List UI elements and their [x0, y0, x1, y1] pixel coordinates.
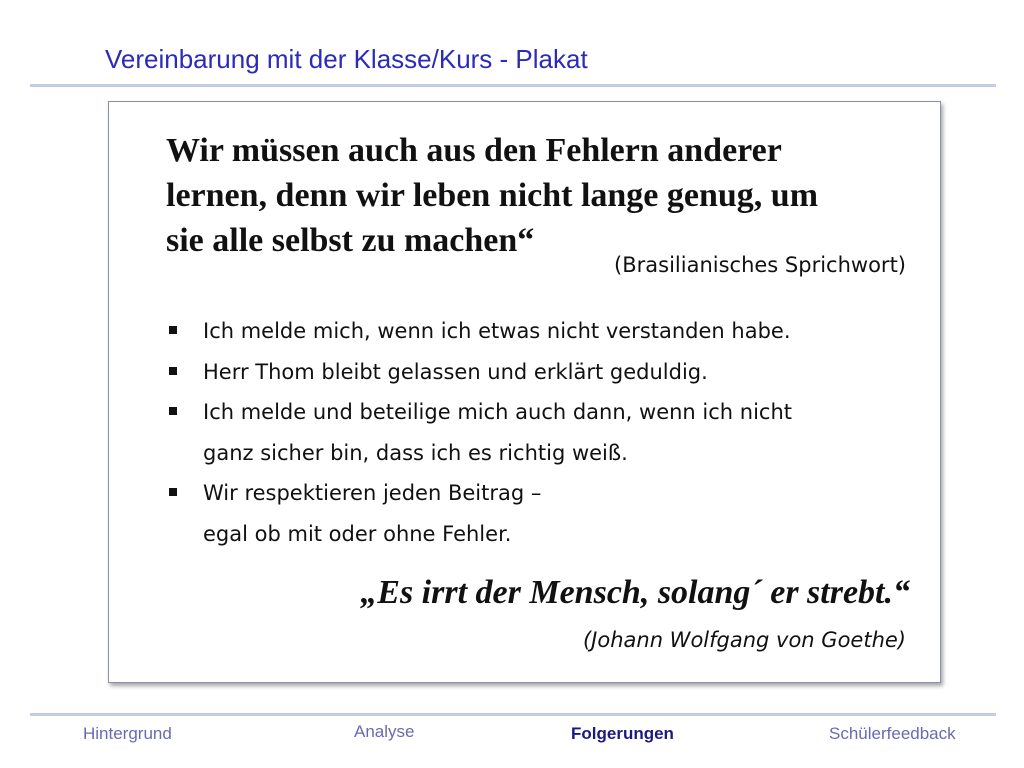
- bullet-marker-icon: [169, 488, 177, 496]
- bullet-marker-icon: [169, 367, 177, 375]
- bullet-marker-icon: [169, 407, 177, 415]
- rule-item: [165, 352, 925, 393]
- rule-item: [165, 311, 925, 352]
- nav-link-analyse[interactable]: Analyse: [354, 722, 415, 741]
- bullet-marker-icon: [169, 326, 177, 334]
- rule-text-line: Ich melde und beteilige mich auch dann, wenn ich nicht: [203, 400, 793, 424]
- nav-link-hintergrund[interactable]: Hintergrund: [83, 724, 172, 743]
- closing-quote: „Es irrt der Mensch, solang´ er strebt.“: [360, 574, 910, 611]
- poster-quote: [166, 128, 926, 263]
- rules-list: [165, 311, 925, 554]
- rule-text-line: Herr Thom bleibt gelassen und erklärt geduldig.: [203, 359, 708, 384]
- poster-quote-line: lernen, denn wir leben nicht lange genug, um: [166, 177, 819, 214]
- slide-title: Vereinbarung mit der Klasse/Kurs - Plakat: [105, 44, 588, 74]
- closing-quote-source: (Johann Wolfgang von Goethe): [582, 628, 906, 652]
- rule-text-line: ganz sicher bin, dass ich es richtig weiß.: [203, 440, 628, 465]
- poster-quote-line: Wir müssen auch aus den Fehlern anderer: [166, 132, 782, 169]
- poster-quote-source: (Brasilianisches Sprichwort): [614, 253, 906, 277]
- rule-text-line: egal ob mit oder ohne Fehler.: [203, 521, 512, 546]
- rule-item: [165, 392, 925, 473]
- nav-link-folgerungen[interactable]: Folgerungen: [571, 724, 674, 743]
- rule-text-line: Ich melde mich, wenn ich etwas nicht verstanden habe.: [203, 319, 791, 343]
- rule-item: [165, 473, 925, 554]
- top-divider: [30, 84, 996, 87]
- poster-quote-line: sie alle selbst zu machen“: [166, 222, 535, 259]
- nav-link-schuelerfeedback[interactable]: Schülerfeedback: [829, 724, 956, 743]
- rule-text-line: Wir respektieren jeden Beitrag –: [203, 481, 542, 505]
- poster: [108, 101, 941, 683]
- bottom-divider: [30, 713, 996, 716]
